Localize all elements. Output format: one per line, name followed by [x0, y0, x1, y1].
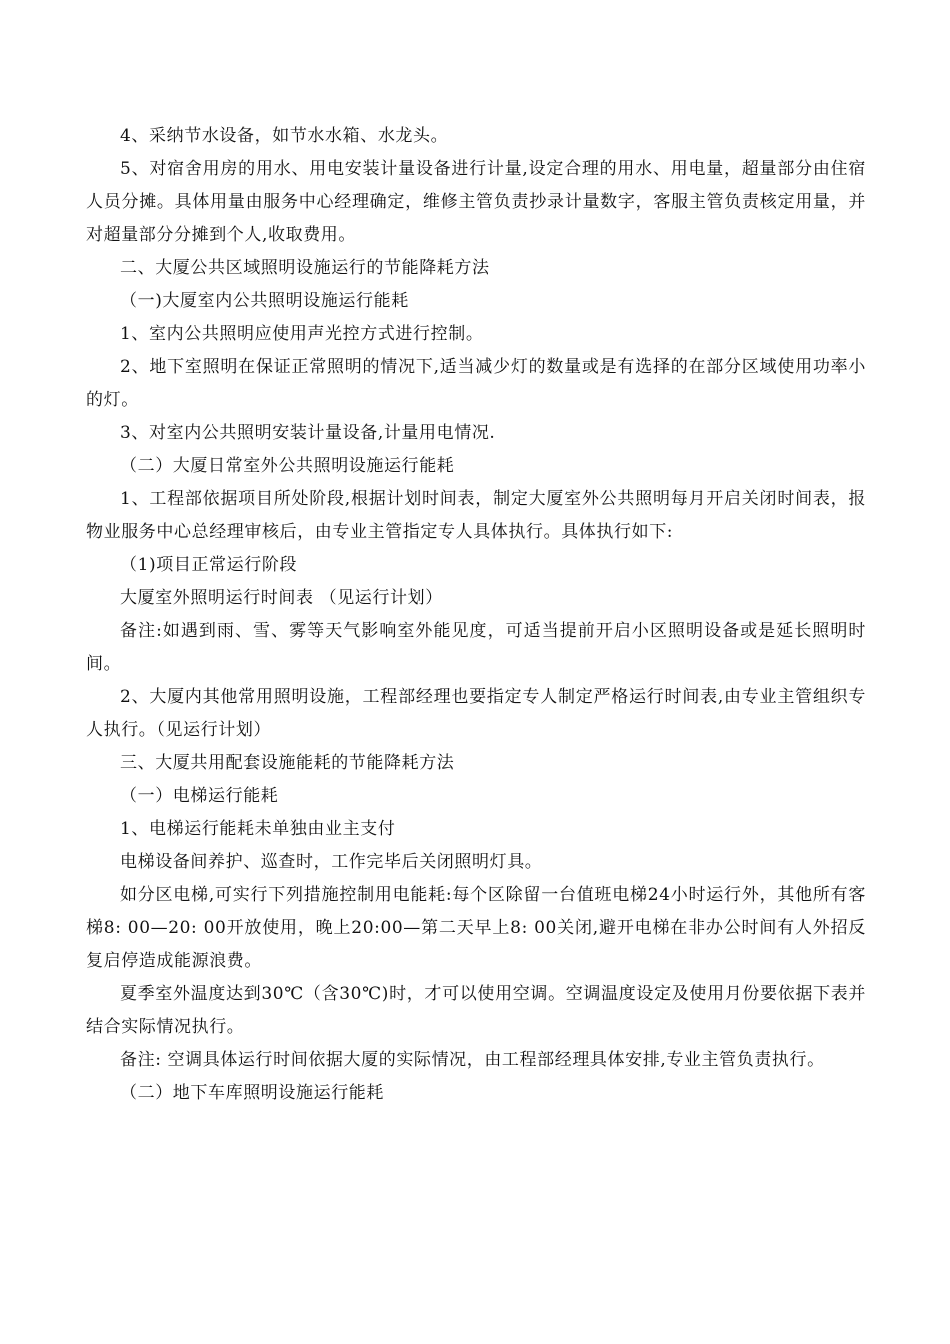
paragraph-water-saving-equipment: 4、采纳节水设备，如节水水箱、水龙头。	[120, 126, 449, 146]
paragraph-basement-lighting: 2、地下室照明在保证正常照明的情况下,适当减少灯的数量或是有选择的在部分区域使用功率小的灯。	[86, 357, 866, 410]
paragraph-air-conditioning: 夏季室外温度达到30℃（含30℃)时，才可以使用空调。空调温度设定及使用月份要依据下表并结合实际情况执行。	[86, 984, 866, 1037]
paragraph-other-lighting: 2、大厦内其他常用照明设施，工程部经理也要指定专人制定严格运行时间表,由专业主管组织专人执行。（见运行计划）	[86, 687, 866, 740]
paragraph-lighting-metering: 3、对室内公共照明安装计量设备,计量用电情况.	[120, 423, 496, 443]
subsection-heading-elevator: （一）电梯运行能耗	[120, 786, 279, 806]
paragraph-outdoor-lighting-schedule: 1、工程部依据项目所处阶段,根据计划时间表，制定大厦室外公共照明每月开启关闭时间表，报物业服务中心总经理审核后，由专业主管指定专人具体执行。具体执行如下:	[86, 489, 866, 542]
note-weather-lighting: 备注:如遇到雨、雪、雾等天气影响室外能见度，可适当提前开启小区照明设备或是延长照明时间。	[86, 621, 866, 674]
paragraph-dormitory-metering: 5、对宿舍用房的用水、用电安装计量设备进行计量,设定合理的用水、用电量，超量部分由住宿人员分摊。具体用量由服务中心经理确定，维修主管负责抄录计量数字，客服主管负责核定用量，并对超量部分分摊到个人,收取费用。	[86, 159, 866, 245]
document-body	[86, 120, 866, 1110]
item-heading-normal-operation: （1)项目正常运行阶段	[120, 555, 298, 575]
paragraph-outdoor-lighting-timetable: 大厦室外照明运行时间表 （见运行计划）	[120, 588, 443, 608]
paragraph-elevator-cost: 1、电梯运行能耗未单独由业主支付	[120, 819, 396, 839]
subsection-heading-garage-lighting: （二）地下车库照明设施运行能耗	[120, 1083, 384, 1103]
subsection-heading-indoor-lighting: （一)大厦室内公共照明设施运行能耗	[120, 291, 409, 311]
subsection-heading-outdoor-lighting: （二）大厦日常室外公共照明设施运行能耗	[120, 456, 455, 476]
paragraph-elevator-schedule: 如分区电梯,可实行下列措施控制用电能耗:每个区除留一台值班电梯24小时运行外，其他所有客梯8: 00—20: 00开放使用，晚上20:00—第二天早上8: 00关闭,避开电梯在非办公时间有人外招反复启停造成能源浪费。	[86, 885, 866, 971]
section-heading-public-lighting: 二、大厦公共区域照明设施运行的节能降耗方法	[120, 258, 490, 278]
paragraph-elevator-room-lighting: 电梯设备间养护、巡查时，工作完毕后关闭照明灯具。	[120, 852, 543, 872]
paragraph-voice-light-control: 1、室内公共照明应使用声光控方式进行控制。	[120, 324, 484, 344]
section-heading-shared-facilities: 三、大厦共用配套设施能耗的节能降耗方法	[120, 753, 455, 773]
note-air-conditioning: 备注: 空调具体运行时间依据大厦的实际情况，由工程部经理具体安排,专业主管负责执行。	[120, 1050, 825, 1070]
